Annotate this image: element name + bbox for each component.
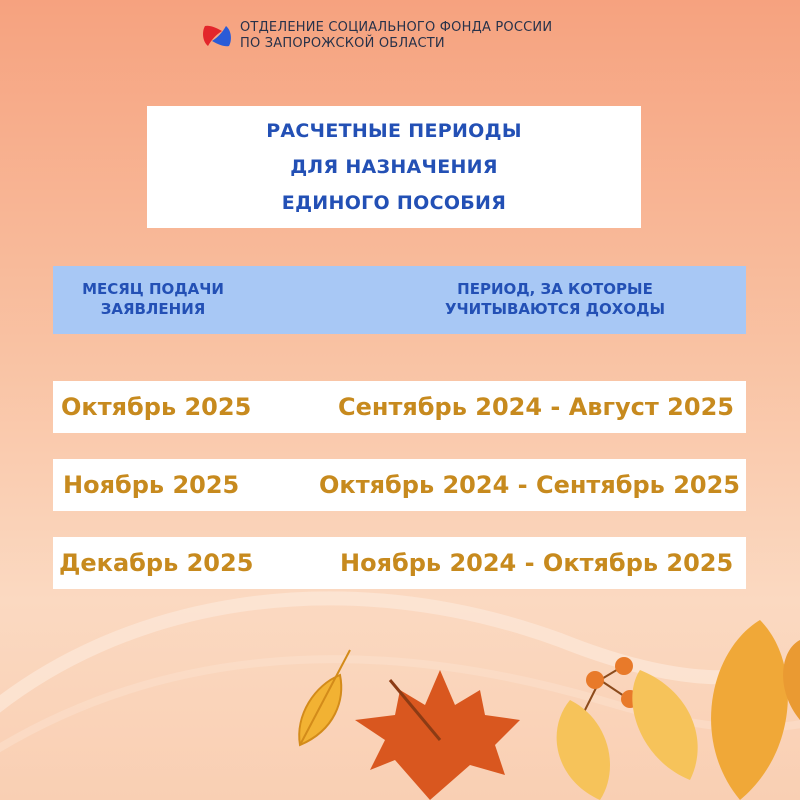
table-header [53, 266, 746, 334]
column-header-month-line1: МЕСЯЦ ПОДАЧИ [82, 280, 224, 298]
organization-name-line2: ПО ЗАПОРОЖСКОЙ ОБЛАСТИ [240, 36, 445, 51]
column-header-month [68, 279, 238, 319]
sfr-logo-icon [200, 21, 234, 51]
row-month: Октябрь 2025 [61, 393, 252, 421]
organization-name [240, 20, 552, 52]
column-header-period [405, 279, 705, 319]
title-line2: ДЛЯ НАЗНАЧЕНИЯ [290, 156, 498, 178]
title-line3: ЕДИНОГО ПОСОБИЯ [281, 192, 507, 214]
row-period: Октябрь 2024 - Сентябрь 2025 [319, 471, 741, 499]
table-row [53, 381, 746, 433]
row-period: Ноябрь 2024 - Октябрь 2025 [340, 549, 734, 577]
column-header-period-line1: ПЕРИОД, ЗА КОТОРЫЕ [457, 280, 653, 298]
title-box [147, 106, 641, 228]
header [200, 20, 552, 52]
birch-leaf-icon [299, 650, 350, 745]
row-month: Декабрь 2025 [59, 549, 254, 577]
row-month: Ноябрь 2025 [63, 471, 240, 499]
organization-name-line1: ОТДЕЛЕНИЕ СОЦИАЛЬНОГО ФОНДА РОССИИ [240, 20, 553, 35]
maple-leaf-icon [355, 670, 520, 800]
row-period: Сентябрь 2024 - Август 2025 [338, 393, 734, 421]
column-header-period-line2: УЧИТЫВАЮТСЯ ДОХОДЫ [444, 300, 665, 318]
column-header-month-line2: ЗАЯВЛЕНИЯ [100, 300, 206, 318]
title-line1: РАСЧЕТНЫЕ ПЕРИОДЫ [266, 120, 522, 142]
table-row [53, 537, 746, 589]
table-row [53, 459, 746, 511]
